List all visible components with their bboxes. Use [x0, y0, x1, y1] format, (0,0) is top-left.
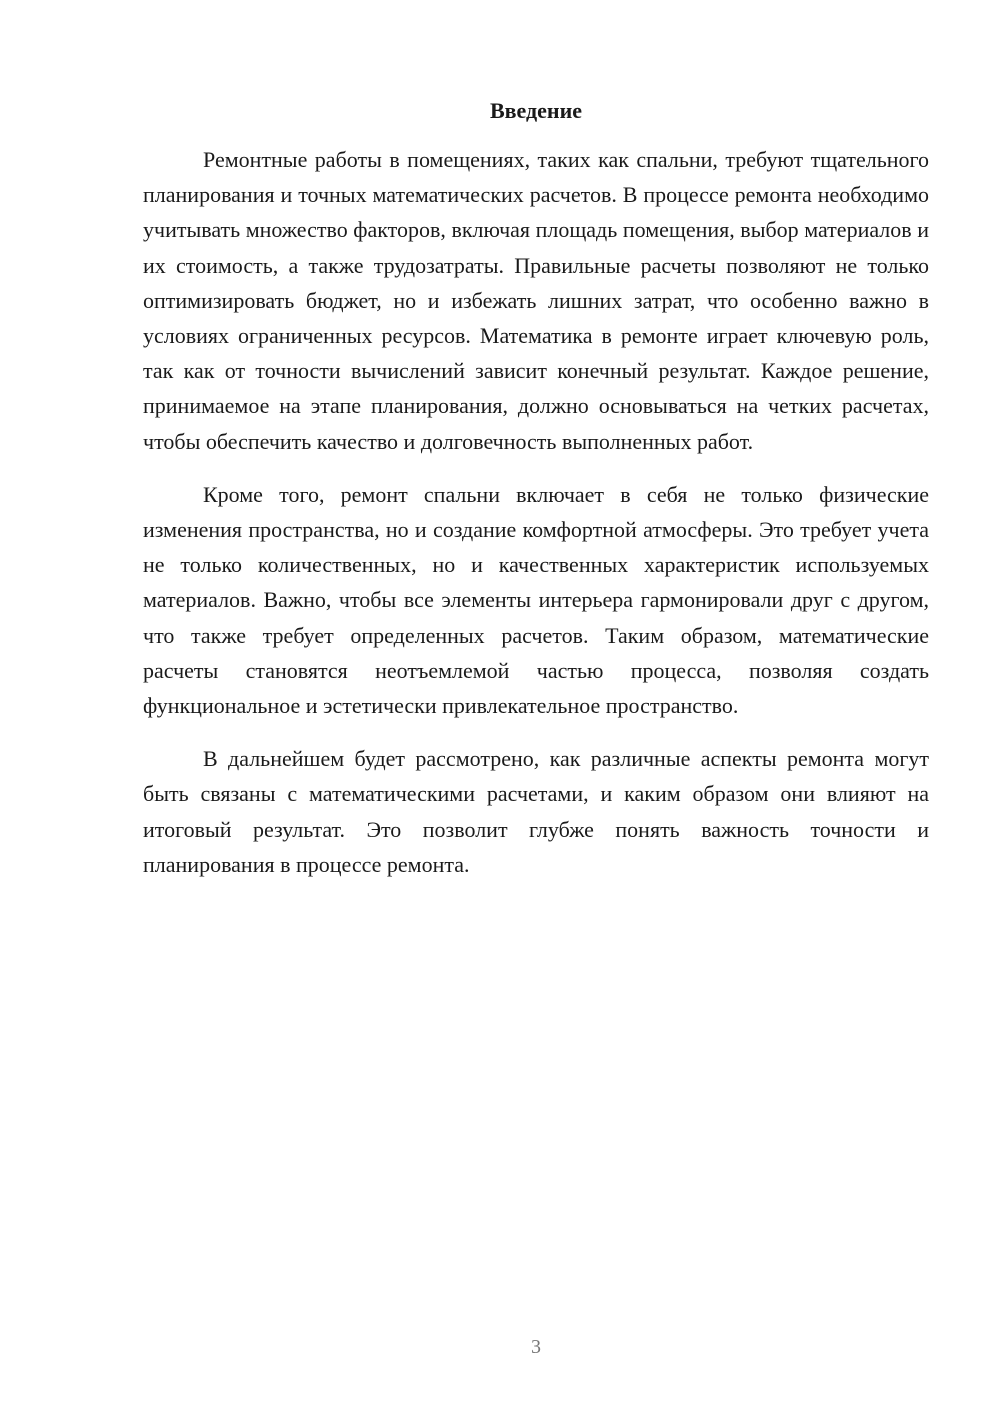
paragraph-3: В дальнейшем будет рассмотрено, как различные аспекты ремонта могут быть связаны с математическими расчетами, и каким образом они влияют на итоговый результат. Это позволит глубже понять важность точности и планирования в процессе ремонта.	[143, 746, 929, 877]
paragraph-2: Кроме того, ремонт спальни включает в себя не только физические изменения пространства, но и создание комфортной атмосферы. Это требует учета не только количественных, но и качественных характеристик используемых материалов. Важно, чтобы все элементы интерьера гармонировали друг с другом, что также требует определенных расчетов. Таким образом, математические расчеты становятся неотъемлемой частью процесса, позволяя создать функциональное и эстетически привлекательное пространство.	[143, 481, 929, 719]
paragraph-1: Ремонтные работы в помещениях, таких как спальни, требуют тщательного планирования и точных математических расчетов. В процессе ремонта необходимо учитывать множество факторов, включая площадь помещения, выбор материалов и их стоимость, а также трудозатраты. Правильные расчеты позволяют не только оптимизировать бюджет, но и избежать лишних затрат, что особенно важно в условиях ограниченных ресурсов. Математика в ремонте играет ключевую роль, так как от точности вычислений зависит конечный результат. Каждое решение, принимаемое на этапе планирования, должно основываться на четких расчетах, чтобы обеспечить качество и долговечность выполненных работ.	[143, 147, 929, 454]
section-title: Введение	[489, 98, 583, 123]
body-text	[143, 142, 929, 900]
page-number: 3	[531, 1336, 541, 1358]
